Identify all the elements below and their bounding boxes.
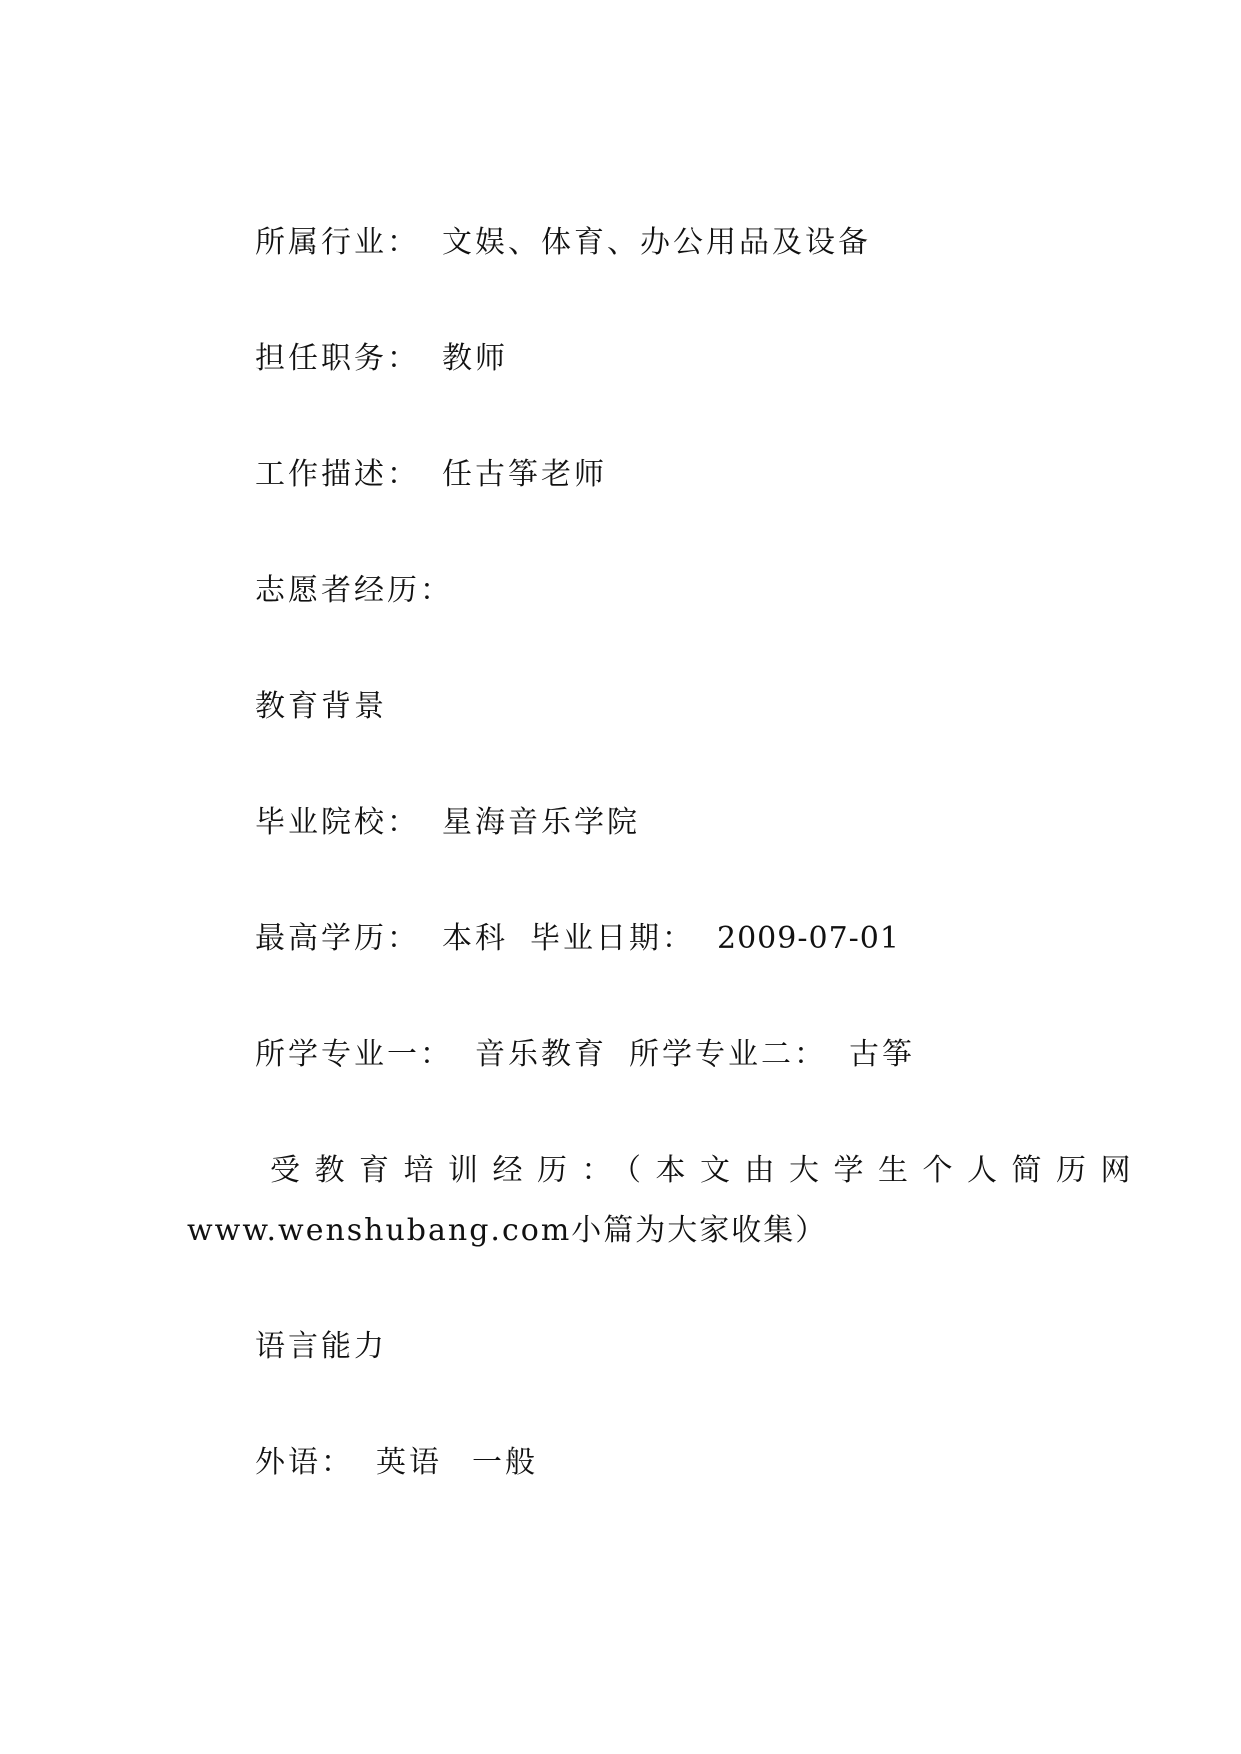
education-heading bbox=[255, 687, 387, 727]
position-label: 担任职务： bbox=[255, 341, 420, 376]
major2-value: 古筝 bbox=[849, 1037, 915, 1072]
school-label: 毕业院校： bbox=[255, 805, 420, 840]
training-paragraph bbox=[187, 1151, 1145, 1251]
major2-label: 所学专业二： bbox=[629, 1037, 827, 1072]
foreign-level: 一般 bbox=[472, 1445, 538, 1480]
major1-value: 音乐教育 bbox=[475, 1037, 607, 1072]
foreign-language-row bbox=[255, 1443, 538, 1483]
industry-row bbox=[255, 223, 871, 263]
training-line-2: www.wenshubang.com小篇为大家收集） bbox=[187, 1213, 828, 1248]
grad-date-label: 毕业日期： bbox=[530, 921, 695, 956]
description-label: 工作描述： bbox=[255, 457, 420, 492]
training-line-1: 受教育培训经历：（本文由大学生个人简历网 bbox=[270, 1153, 1145, 1188]
school-row bbox=[255, 803, 640, 843]
degree-label: 最高学历： bbox=[255, 921, 420, 956]
industry-value: 文娱、体育、办公用品及设备 bbox=[442, 225, 871, 260]
school-value: 星海音乐学院 bbox=[442, 805, 640, 840]
description-value: 任古筝老师 bbox=[442, 457, 607, 492]
degree-value: 本科 bbox=[442, 921, 508, 956]
major-row bbox=[255, 1035, 915, 1075]
industry-label: 所属行业： bbox=[255, 225, 420, 260]
major1-label: 所学专业一： bbox=[255, 1037, 453, 1072]
language-heading-text: 语言能力 bbox=[255, 1329, 387, 1364]
language-heading bbox=[255, 1327, 387, 1367]
foreign-value: 英语 bbox=[376, 1445, 442, 1480]
position-row bbox=[255, 339, 508, 379]
grad-date-value: 2009-07-01 bbox=[717, 921, 900, 956]
position-value: 教师 bbox=[442, 341, 508, 376]
degree-row bbox=[255, 919, 900, 959]
volunteer-row bbox=[255, 571, 453, 611]
volunteer-label: 志愿者经历： bbox=[255, 573, 453, 608]
education-heading-text: 教育背景 bbox=[255, 689, 387, 724]
description-row bbox=[255, 455, 607, 495]
foreign-label: 外语： bbox=[255, 1445, 354, 1480]
